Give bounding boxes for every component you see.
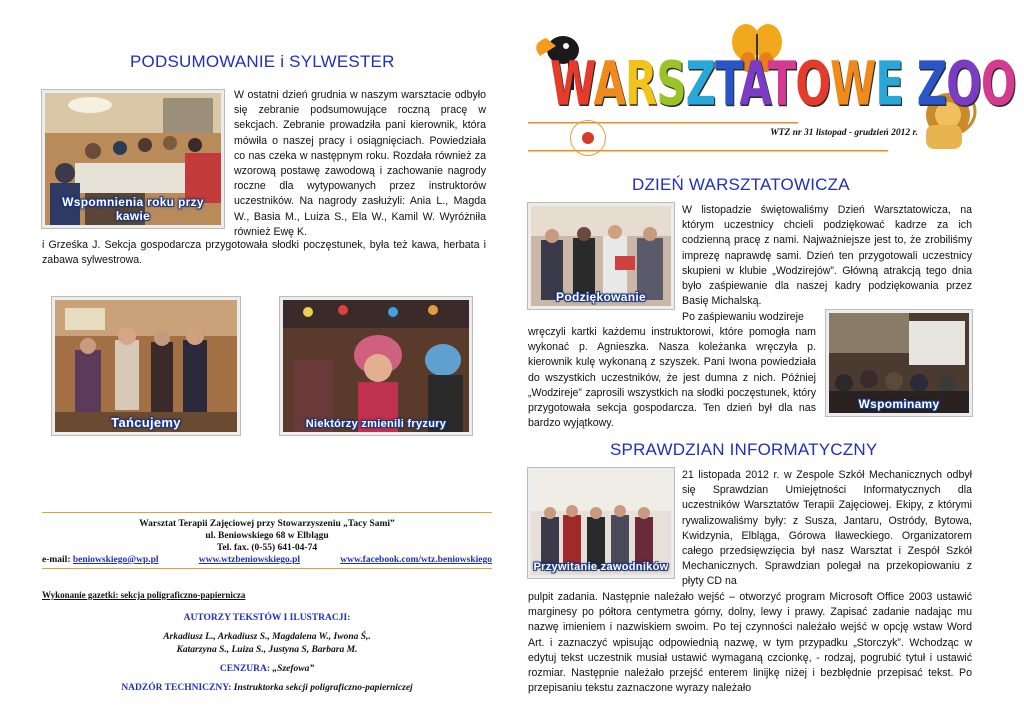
footer-website-link[interactable]: www.wtzbeniowskiego.pl: [198, 555, 301, 565]
workshop-day-paragraph-bottom: wręczyli kartki każdemu instruktorowi, które pomogła nam wykonać p. Agnieszka. Nasza koleżanka wręczyła p. kierownik kulę wykonaną z szyszek. Pani Iwona powiedziała do wszystkich uczestników, że jest dumna z nich. Później „Wodzireje” zaprosili wszystkich na słodki poczęstunek, który przygotowała sekcja gospodarcza. Ten dzień był dla nas bardzo wyjątkowy.: [528, 326, 816, 430]
authors-line-2: Katarzyna S., Luiza S., Justyna S, Barbara M.: [176, 645, 358, 655]
masthead: [528, 20, 1016, 160]
censor-line: [42, 663, 492, 676]
stamp-heart-icon: [582, 132, 594, 144]
masthead-letter: A: [593, 48, 625, 120]
footer-phone: Tel. fax. (0-55) 641-04-74: [216, 543, 318, 553]
photo-dancing: [52, 297, 240, 435]
workshop-day-paragraph-mid: Po zaśpiewaniu wodzireje: [682, 311, 804, 323]
photo-welcome-image: [531, 471, 671, 575]
masthead-letter: W: [830, 48, 876, 120]
photo-thanks: [528, 203, 674, 309]
summary-paragraph-2: i Grześka J. Sekcja gospodarcza przygotowała słodki poczęstunek, była też kawa, herbata i zabawa sylwestrowa.: [42, 239, 486, 267]
masthead-letter: Z: [685, 48, 716, 120]
tech-line: [42, 682, 492, 695]
masthead-letter: O: [946, 48, 981, 120]
censor-label: CENZURA:: [219, 664, 271, 674]
masthead-letter: T: [767, 48, 796, 120]
masthead-letter: E: [875, 48, 904, 120]
article-title-workshop-day: DZIEŃ WARSZTATOWICZA: [632, 175, 850, 194]
footer-links-row: [42, 554, 492, 566]
masthead-letter: Z: [916, 48, 947, 120]
photo-welcome-caption: Przywitanie zawodników: [533, 561, 669, 573]
footer-credits: [42, 612, 492, 695]
masthead-letter: S: [656, 48, 686, 120]
article-title-summary: PODSUMOWANIE i SYLWESTER: [130, 52, 395, 71]
it-test-paragraph-bottom: pulpit zadania. Następnie należało wejść – otworzyć program Microsoft Office 2003 ustawić marginesy po półtora centymetra górny, dolny, lewy i prawy. Zapisać zadanie nadając mu nazwę imieniem i nazwiskiem swoim. Po tej czynności należało wejść w opcję wstaw Word Art. i zaznaczyć wpisując odpowiednią nazwę, w tym przypadku „Storczyk”. Wchodząc w edytuj tekst uczestnik musiał ustawić wymaganą czcionkę, - rodzaj, pogrubić tytuł i ustawić rozmiar. Następnie należało przejść enterem linijkę niżej i bezbłędnie przepisać tekst. Po przepisaniu tekstu zaznaczone wyrazy należało: [528, 591, 972, 695]
masthead-letter: A: [739, 48, 768, 120]
masthead-letter: T: [715, 48, 740, 120]
authors-title: AUTORZY TEKSTÓW I ILUSTRACJI:: [183, 613, 351, 623]
footer-email-wrap: [42, 554, 159, 566]
masthead-title: [550, 48, 1016, 119]
masthead-space: [903, 48, 917, 119]
photo-thanks-caption: Podziękowanie: [556, 290, 646, 304]
photo-dancing-caption: Tańcujemy: [111, 415, 181, 430]
photo-reminiscing: [826, 310, 972, 416]
organization-stamp: [570, 120, 606, 156]
masthead-letter: O: [980, 48, 1016, 120]
footer-divider-top: [42, 512, 492, 513]
footer-made-by: Wykonanie gazetki: sekcja poligraficzno-papiernicza: [42, 590, 246, 600]
issue-line: WTZ nr 31 listopad - grudzień 2012 r.: [770, 128, 918, 138]
footer-contact-block: [42, 518, 492, 566]
photo-hairstyles-image: [283, 300, 469, 432]
masthead-letter: R: [624, 48, 657, 120]
footer-email-label: e-mail:: [42, 555, 71, 565]
footer-address: ul. Beniowskiego 68 w Elblągu: [205, 531, 329, 541]
photo-reminiscing-caption: Wspominamy: [858, 397, 940, 411]
censor-value: „Szefowa”: [272, 664, 315, 674]
it-test-paragraph-top: 21 listopada 2012 r. w Zespole Szkół Mechanicznych odbył się Sprawdzian Umiejętności Informatycznych dla uczestników Warsztatów Terapii Zajęciowej. Ekipy, z którymi rywalizowaliśmy były: z Susza, Jantaru, Ostródy, Bytowa, Kwidzynia, Elbląga, Górowa Iławeckiego. Organizatorem całego przedsięwzięcia był nasz Warsztat i Zespół Szkół Mechanicznych. Sprawdzian polegał na przekopiowaniu z płyty CD na: [682, 469, 972, 588]
photo-dancing-image: [55, 300, 237, 432]
tech-label: NADZÓR TECHNICZNY:: [121, 683, 232, 693]
workshop-day-paragraph-top: W listopadzie świętowaliśmy Dzień Warsztatowicza, na którym uczestnicy chcieli podziękować kadrze za ich codzienną pracę z nami. Najważniejsze jest to, że zrobiliśmy imprezę naprawdę sami. Dzień ten przygotowali uczestnicy skupieni w klubie „Wodzirejów”. Główną atrakcją tego dnia było zaśpiewanie dla naszej kadry podziękowania przez Basię Michalską.: [682, 204, 972, 308]
article-title-it-test: SPRAWDZIAN INFORMATYCZNY: [610, 440, 878, 459]
summary-paragraph-1: W ostatni dzień grudnia w naszym warsztacie odbyło się zebranie podsumowujące roczną pracę w sekcjach. Zebranie prowadziła pani kierownik, która mówiła o naszej pracy i osiągnięciach. Powiedziała co nas czeka w następnym roku. Rozdała również za wzorową postawę zawodową i zachowanie nagrody roczne dla wytypowanych przez instruktorów uczestników. Na nagrody zasłużyli: Ania L., Magda W., Basia M., Luiza S., Ela W., Kamil W. Wyróżniła również Ewę K.: [234, 89, 486, 238]
tech-value: Instruktorka sekcji poligraficzno-papierniczej: [233, 683, 413, 693]
photo-coffee-gathering: [42, 90, 224, 228]
photo-hairstyles-caption: Niektórzy zmienili fryzury: [305, 418, 447, 430]
masthead-letter: O: [795, 48, 831, 120]
footer-divider-bottom: [42, 568, 492, 569]
authors-line-1: Arkadiusz L., Arkadiusz S., Magdalena W., Iwona Ś,.: [163, 632, 371, 642]
photo-hairstyles: [280, 297, 472, 435]
footer-facebook-link[interactable]: www.facebook.com/wtz.beniowskiego: [340, 555, 492, 565]
footer-org-name: Warsztat Terapii Zajęciowej przy Stowarzyszeniu „Tacy Sami”: [139, 519, 395, 529]
photo-coffee-gathering-caption: Wspomnienia roku przy kawie: [62, 195, 204, 223]
footer-email-link[interactable]: beniowskiego@wp.pl: [72, 555, 159, 565]
photo-welcome: [528, 468, 674, 578]
masthead-letter: W: [550, 48, 594, 120]
